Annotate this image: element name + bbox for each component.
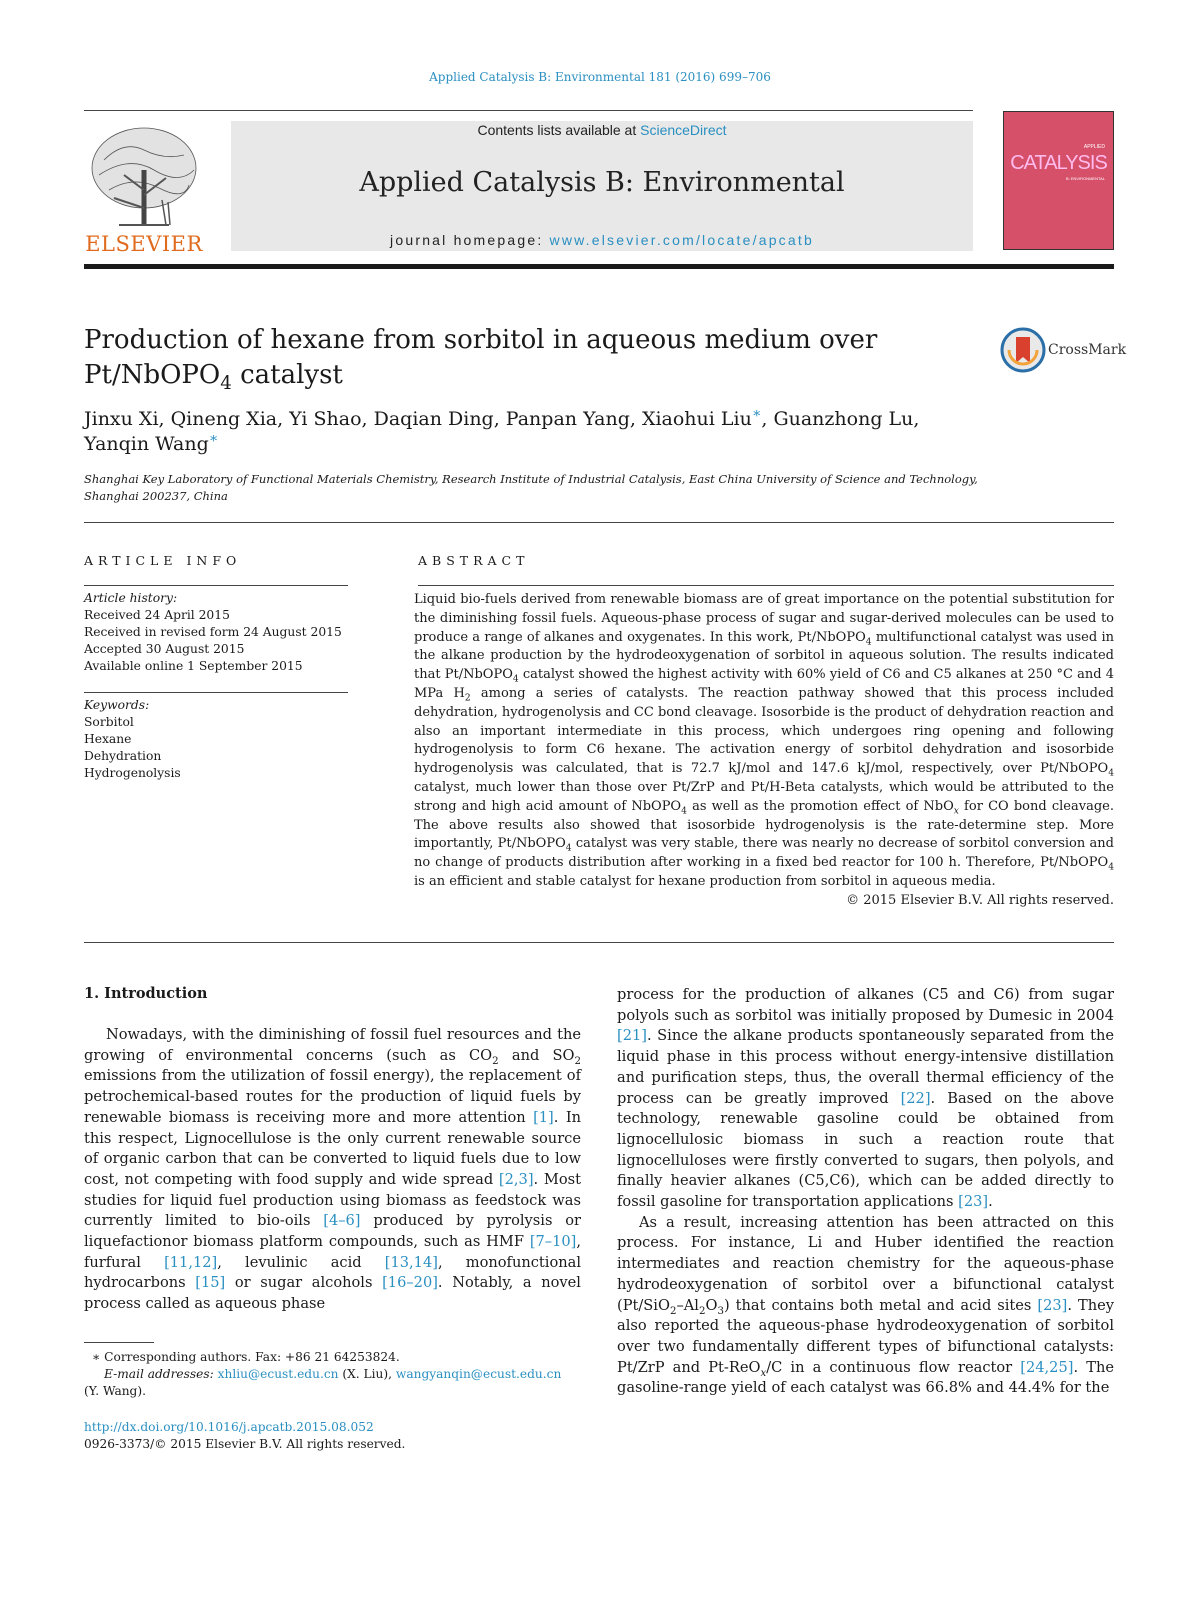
email-owner-2: (Y. Wang). [84,1384,146,1398]
subscript: 4 [865,637,872,648]
subscript: x [953,806,959,817]
subscript: 4 [681,806,687,817]
footnote [84,1349,604,1400]
citation-link[interactable]: [11,12] [164,1253,218,1271]
abstract-part: is an efficient and stable catalyst for hexane production from sorbitol in aqueous media. [414,873,996,889]
abstract-part: catalyst, much lower than those over Pt/ZrP and Pt/H-Beta catalysts, which would be attributed to the strong and high acid amount of NbOPO [414,779,1114,814]
email-label: E-mail addresses: [104,1367,218,1381]
crossmark-label: CrossMark [1048,342,1127,358]
text: ) that contains both metal and acid sites [723,1296,1038,1314]
text: or sugar alcohols [225,1274,383,1292]
homepage-line [231,232,973,248]
subscript: 4 [512,674,519,685]
body-rule [84,942,1114,943]
corresponding-author-star[interactable]: ∗ [751,405,762,422]
citation-link[interactable]: [4–6] [323,1212,361,1230]
keyword-item: Sorbitol [84,715,134,729]
citation-link[interactable]: [13,14] [384,1253,438,1271]
subscript: 3 [717,1305,724,1317]
text: and SO [498,1046,575,1064]
cover-title-text: CATALYSIS [1010,152,1107,174]
keyword-item: Hexane [84,732,132,746]
title-line-2-b: catalyst [231,360,343,390]
abstract-copyright: © 2015 Elsevier B.V. All rights reserved. [846,893,1114,908]
title-line-1: Production of hexane from sorbitol in aqueous medium over [84,325,878,355]
abstract-part: catalyst was very stable, there was nearly no decrease of sorbitol conversion and no change of products distribution after working in a fixed bed reactor for 100 h. Therefore, Pt/NbOPO [414,836,1114,871]
body-column-right [617,985,1114,1399]
text: , levulinic acid [217,1253,385,1271]
text: . The gasoline-range yield of each catalyst was 66.8% and 44.4% for the [617,1358,1114,1397]
header-thick-rule [84,264,1114,269]
article-info-rule [84,585,348,586]
text: . Notably, a novel process called as aqueous phase [84,1274,581,1313]
crossmark-badge[interactable] [1000,327,1127,375]
body-column-left [84,1025,581,1315]
text: As a result, increasing attention has been attracted on this process. For instance, Li and Huber identified the reaction intermediates and reaction chemistry for the aqueous-phase hydrodeoxygenation of sorbitol over a bifunctional catalyst (Pt/SiO [617,1213,1114,1314]
citation-link[interactable]: [7–10] [529,1233,577,1251]
title-rule [84,522,1114,523]
citation-link[interactable]: [23] [958,1193,989,1211]
subscript: x [760,1367,767,1379]
subscript: 4 [1108,768,1114,779]
text: . Since the alkane products spontaneously separated from the liquid phase in this process without energy-intensive distillation and purification steps, thus, the overall thermal efficiency of the process can be greatly improved [617,1027,1114,1107]
header-rule [84,110,973,111]
journal-title: Applied Catalysis B: Environmental [359,167,845,198]
subscript: 2 [574,1055,582,1067]
citation-link[interactable]: [21] [617,1027,647,1045]
subscript: 2 [698,1305,706,1317]
authors-line-1-a: Jinxu Xi, Qineng Xia, Yi Shao, Daqian Ding, Panpan Yang, Xiaohui Liu [84,408,752,430]
citation-link[interactable]: [24,25] [1020,1358,1074,1376]
text: . Based on the above technology, renewable gasoline could be obtained from lignocellulosic biomass in such a reaction route that lignocelluloses were firstly converted to sugars, then polyols, and finally heavier alkanes (C5,C6), which can be added directly to fossil gasoline for transportation applications [617,1089,1114,1211]
elsevier-wordmark: ELSEVIER [85,232,203,256]
footnote-rule [84,1342,154,1343]
text: , furfural [84,1233,581,1271]
text: . They also reported the aqueous-phase hydrodeoxygenation of sorbitol over two fundamentally different types of bifunctional catalysts: Pt/ZrP and Pt-ReO [617,1296,1114,1376]
keywords-rule [84,692,348,693]
email-link-liu[interactable]: xhliu@ecust.edu.cn [217,1367,339,1381]
cover-applied-text: APPLIED [1083,144,1105,150]
contents-line [231,122,973,138]
text: , monofunctional hydrocarbons [84,1253,581,1292]
affiliation [84,471,984,505]
title-line-2-a: Pt/NbOPO [84,360,221,390]
text: Nowadays, with the diminishing of fossil fuel resources and the growing of environmental concerns (such as CO [84,1026,581,1064]
affiliation-line-2: Shanghai 200237, China [84,489,228,503]
email-link-wang[interactable]: wangyanqin@ecust.edu.cn [395,1367,562,1381]
journal-reference[interactable]: Applied Catalysis B: Environmental 181 (2016) 699–706 [429,70,771,84]
text: /C in a continuous flow reactor [766,1358,1021,1376]
history-item: Accepted 30 August 2015 [84,642,245,656]
corresponding-note: ∗ Corresponding authors. Fax: +86 21 64253824. [92,1350,400,1364]
history-item: Received 24 April 2015 [84,608,230,622]
abstract-part: catalyst showed the highest activity with 60% yield of C6 and C5 alkanes at 250 °C and 4 MPa H [414,667,1114,701]
keywords-label: Keywords: [84,698,150,712]
issn-copyright: 0926-3373/© 2015 Elsevier B.V. All rights reserved. [84,1437,406,1451]
keyword-item: Dehydration [84,749,162,763]
doi-link[interactable]: http://dx.doi.org/10.1016/j.apcatb.2015.08.052 [84,1420,374,1434]
cover-subtitle-text: B: ENVIRONMENTAL [1065,176,1105,181]
email-line [84,1366,604,1383]
authors-line-2: Yanqin Wang [84,433,209,455]
authors-line-1-b: , Guanzhong Lu, [761,408,920,430]
citation-link[interactable]: [22] [900,1089,931,1107]
history-item: Received in revised form 24 August 2015 [84,625,342,639]
subscript: 2 [669,1305,677,1317]
homepage-link[interactable]: www.elsevier.com/locate/apcatb [549,232,814,248]
contents-prefix: Contents lists available at [477,122,641,138]
text: . Most studies for liquid fuel production using biomass as feedstock was currently limited to bio-oils [84,1170,581,1230]
paragraph [84,1025,581,1315]
subscript: 2 [492,1055,499,1067]
keyword-item: Hydrogenolysis [84,766,181,780]
affiliation-line-1: Shanghai Key Laboratory of Functional Materials Chemistry, Research Institute of Industrial Catalysis, East China University of Science and Technology, [84,472,978,486]
author-list [84,407,984,457]
abstract-part: for CO bond cleavage. The above results also showed that isosorbide hydrogenolysis is the rate-determine step. More importantly, Pt/NbOPO [414,798,1114,852]
history-item: Available online 1 September 2015 [84,659,303,673]
abstract-part: Liquid bio-fuels derived from renewable biomass are of great importance on the potential substitution for the diminishing fossil fuels. Aqueous-phase process of sugar and sugar-derived molecules can be used to produce a range of alkanes and oxygenates. In this work, Pt/NbOPO [414,592,1114,645]
crossmark-icon [1000,327,1046,373]
paper-title [84,323,964,393]
abstract-rule [418,585,1114,586]
citation-link[interactable]: [16–20] [382,1274,438,1292]
subscript: 4 [565,843,572,854]
citation-link[interactable]: [15] [195,1274,226,1292]
history-label: Article history: [84,591,178,605]
text: . In this respect, Lignocellulose is the only current renewable source of organic carbon that can be converted to liquid fuels due to low cost, not competing with food supply and wide spread [84,1108,581,1188]
abstract-part: multifunctional catalyst was used in the alkane production by the hydrodeoxygenation of sorbitol in aqueous solution. The results indicated that Pt/NbOPO [414,629,1114,683]
text: produced by pyrolysis or liquefactionor biomass platform compounds, such as HMF [84,1212,581,1251]
corresponding-author-star-2[interactable]: ∗ [208,430,219,447]
keywords-list [84,697,354,782]
paragraph [617,985,1114,1213]
subscript: 4 [1108,862,1114,873]
text: . [988,1193,993,1211]
abstract-part: as well as the promotion effect of NbO [686,798,954,814]
abstract-heading: ABSTRACT [418,553,530,568]
homepage-prefix: journal homepage: [390,232,550,248]
sciencedirect-link[interactable]: ScienceDirect [640,122,727,138]
abstract-part: among a series of catalysts. The reaction pathway showed that this process included dehydration, hydrogenolysis and CC bond cleavage. Isosorbide is the product of dehydration reaction and also an important intermediate in this process, which undergoes ring opening and following hydrogenolysis to form C6 hexane. The activation energy of sorbitol dehydration and isosorbide hydrogenolysis was calculated, that is 72.7 kJ/mol and 147.6 kJ/mol, respectively, over Pt/NbOPO [414,685,1114,777]
article-history [84,590,354,675]
text: –Al [676,1296,699,1314]
section-heading-introduction: 1. Introduction [84,985,208,1002]
text: emissions from the utilization of fossil energy), the replacement of petrochemical-based routes for the production of liquid fuels by renewable biomass is receiving more and more attention [84,1067,581,1126]
text: O [705,1296,718,1314]
email-owner: (X. Liu), [338,1367,396,1381]
journal-cover-thumbnail[interactable] [1003,111,1114,250]
citation-link[interactable]: [1] [533,1108,554,1126]
title-subscript: 4 [220,373,232,395]
article-info-heading: ARTICLE INFO [84,553,242,568]
paragraph [617,1213,1114,1399]
citation-link[interactable]: [23] [1037,1296,1068,1314]
subscript: 2 [464,693,471,704]
text: process for the production of alkanes (C5 and C6) from sugar polyols such as sorbitol was initially proposed by Dumesic in 2004 [617,986,1114,1024]
citation-link[interactable]: [2,3] [498,1170,534,1188]
abstract-text [414,591,1114,892]
